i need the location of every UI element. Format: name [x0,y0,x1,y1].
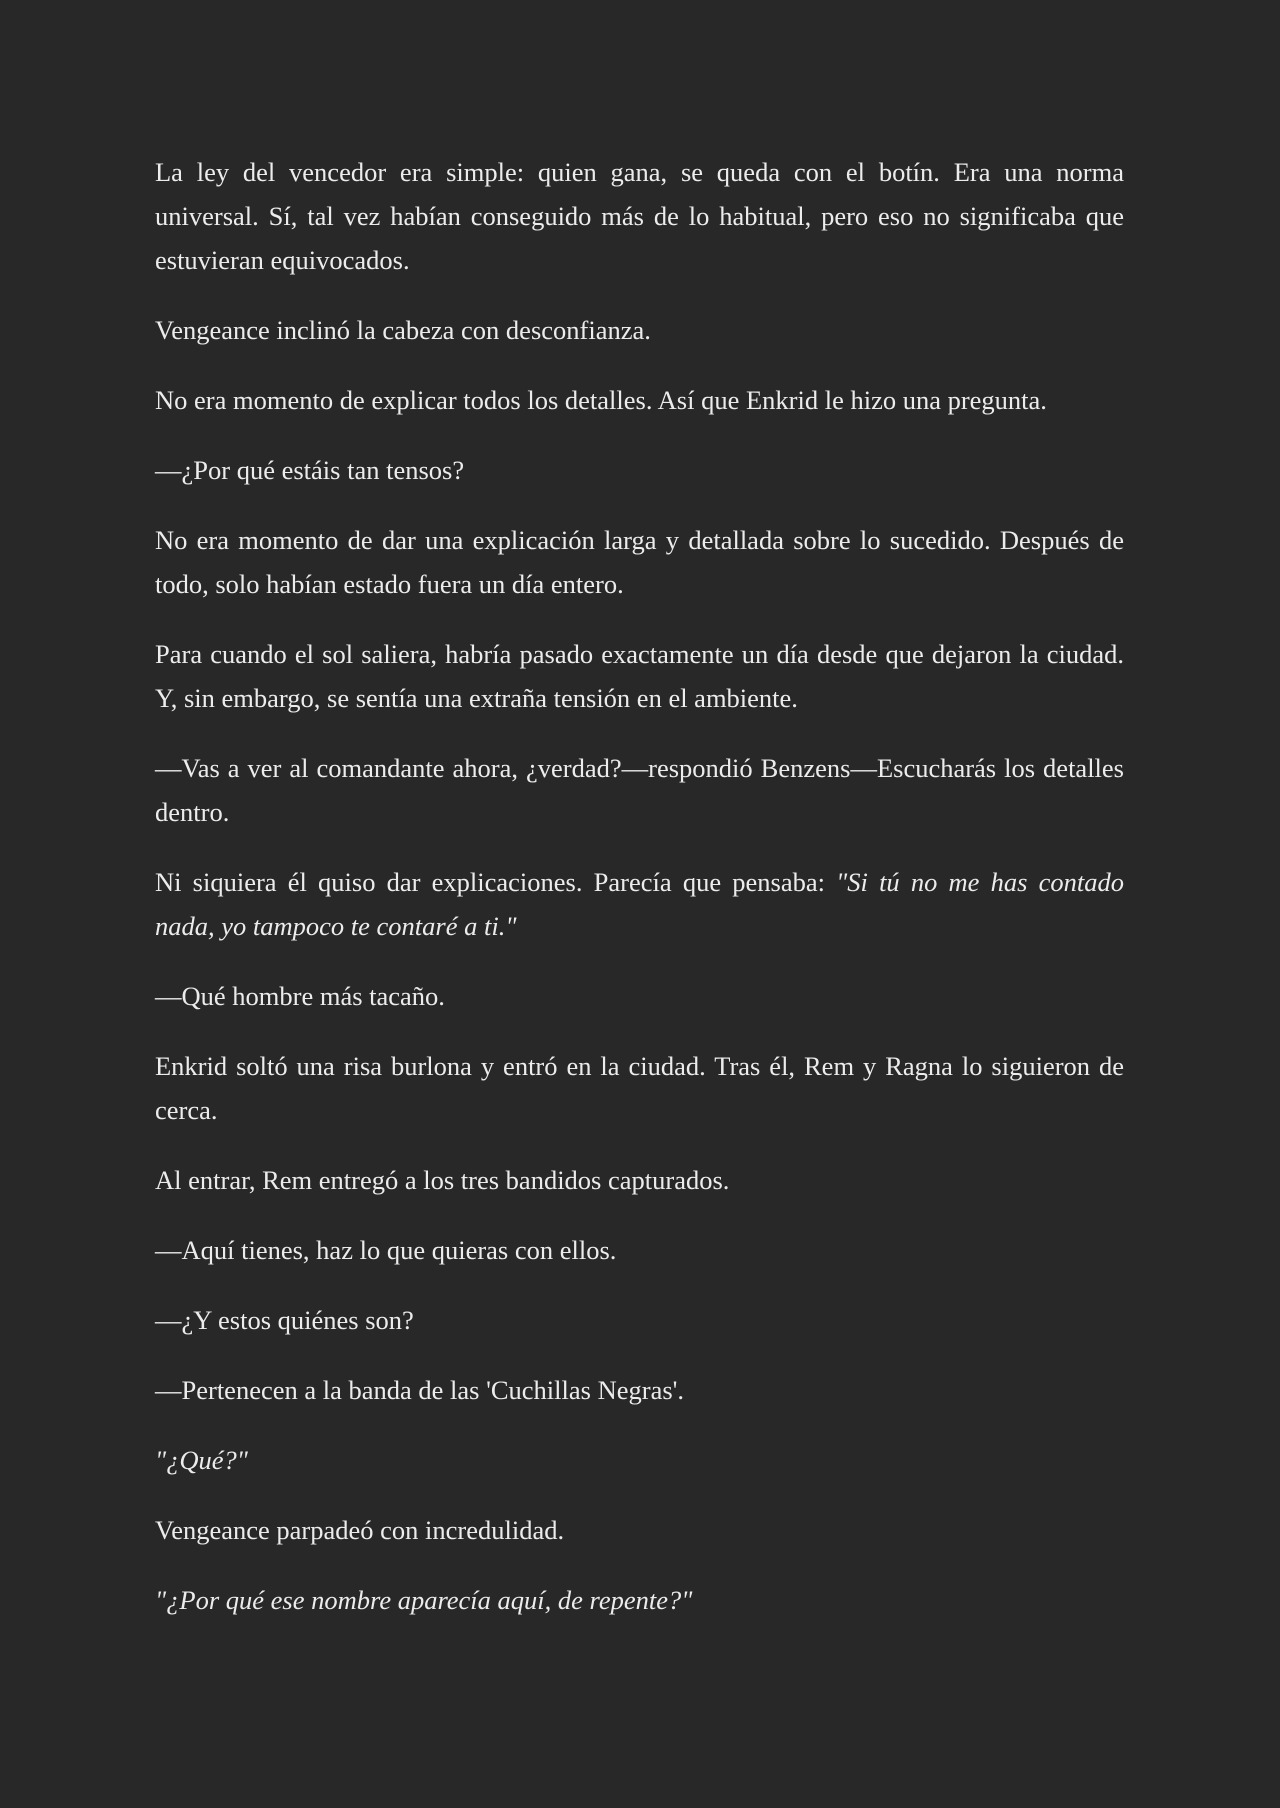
paragraph-text: Ni siquiera él quiso dar explicaciones. Parecía que pensaba: [155,867,837,897]
dialogue-line: —Aquí tienes, haz lo que quieras con ellos. [155,1235,617,1265]
dialogue-line: —¿Y estos quiénes son? [155,1305,414,1335]
inner-thought: "Si tú no me has contado nada, yo tampoco te contaré a ti." [155,867,1124,941]
paragraph: Al entrar, Rem entregó a los tres bandidos capturados. [155,1165,730,1195]
dialogue-line: —¿Por qué estáis tan tensos? [155,455,465,485]
paragraph: Vengeance inclinó la cabeza con desconfianza. [155,315,651,345]
chapter-text [155,150,1124,1648]
paragraph: Vengeance parpadeó con incredulidad. [155,1515,565,1545]
inner-thought: "¿Qué?" [155,1445,248,1475]
dialogue-line: —Vas a ver al comandante ahora, ¿verdad?—respondió Benzens—Escucharás los detalles dentro. [155,753,1124,827]
paragraph: La ley del vencedor era simple: quien gana, se queda con el botín. Era una norma universal. Sí, tal vez habían conseguido más de lo habitual, pero eso no significaba que estuvieran equivocados. [155,157,1124,275]
dialogue-line: —Qué hombre más tacaño. [155,981,445,1011]
paragraph: Enkrid soltó una risa burlona y entró en la ciudad. Tras él, Rem y Ragna lo siguieron de cerca. [155,1051,1124,1125]
inner-thought: "¿Por qué ese nombre aparecía aquí, de repente?" [155,1585,693,1615]
paragraph: Para cuando el sol saliera, habría pasado exactamente un día desde que dejaron la ciudad. Y, sin embargo, se sentía una extraña tensión en el ambiente. [155,639,1124,713]
paragraph: No era momento de dar una explicación larga y detallada sobre lo sucedido. Después de todo, solo habían estado fuera un día entero. [155,525,1124,599]
paragraph: No era momento de explicar todos los detalles. Así que Enkrid le hizo una pregunta. [155,385,1047,415]
dialogue-line: —Pertenecen a la banda de las 'Cuchillas Negras'. [155,1375,685,1405]
paragraph [155,860,1124,948]
